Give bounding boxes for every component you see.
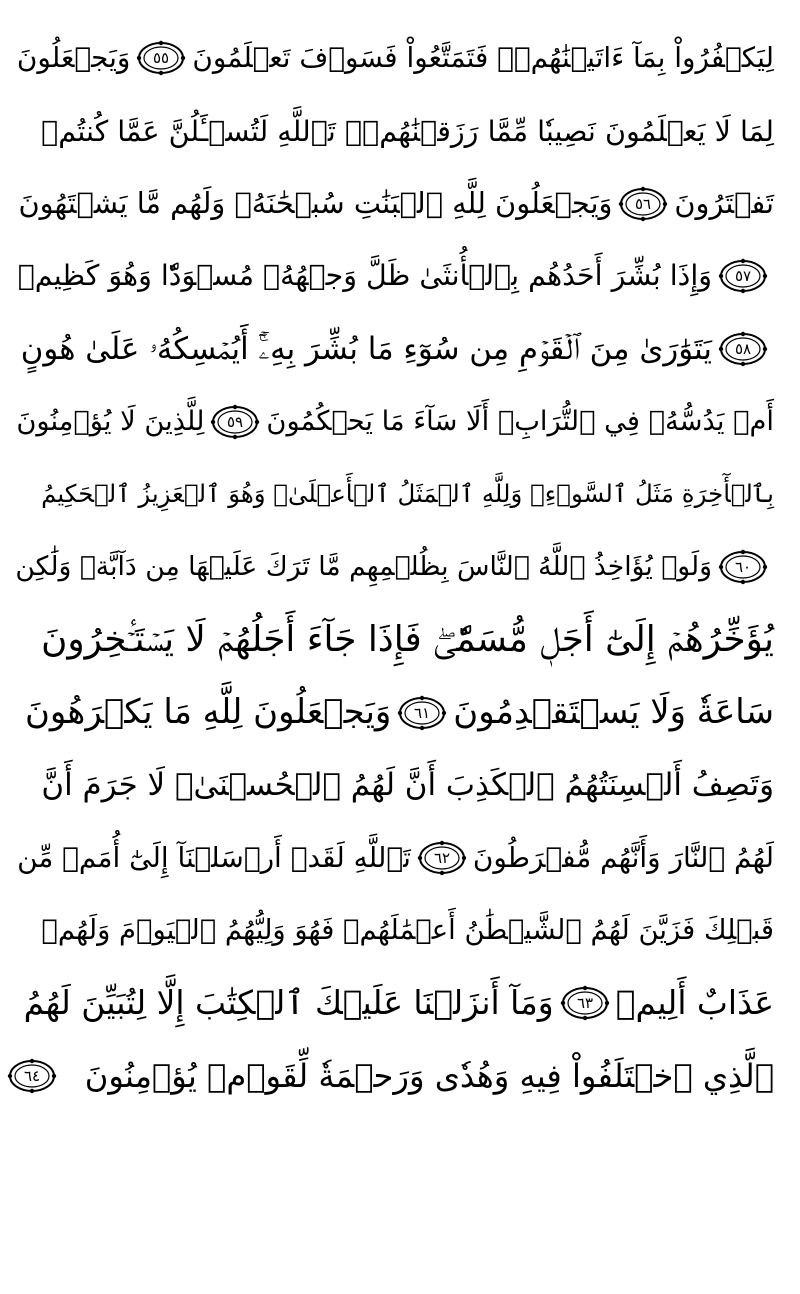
text-line bbox=[17, 822, 774, 895]
text-line bbox=[15, 531, 774, 604]
verse-text: لِيَكۡفُرُواْ بِمَآ ءَاتَيۡنَٰهُمۡۚ فَتَمَتَّعُواْ فَسَوۡفَ تَعۡلَمُونَ bbox=[192, 41, 774, 75]
verse-text: لَهُمُ ٱلنَّارَ وَأَنَّهُم مُّفۡرَطُونَ bbox=[472, 840, 774, 874]
ayah-number: ٥٦ bbox=[635, 194, 652, 213]
verse-text: تَفۡتَرُونَ bbox=[674, 186, 774, 221]
verse-text: وَيَجۡعَلُونَ لِلَّهِ ٱلۡبَنَٰتِ سُبۡحَٰنَهُۥ وَلَهُم مَّا يَشۡتَهُونَ bbox=[18, 186, 613, 221]
verse-text: بِٱلۡأٓخِرَةِ مَثَلُ ٱلسَّوۡءِۖ وَلِلَّهِ ٱلۡمَثَلُ ٱلۡأَعۡلَىٰۚ وَهُوَ ٱلۡعَزِيزُ ٱلۡحَكِيمُ bbox=[41, 479, 774, 509]
verse-text: أَمۡ يَدُسُّهُۥ فِي ٱلتُّرَابِۗ أَلَا سَآءَ مَا يَحۡكُمُونَ bbox=[266, 406, 774, 438]
ayah-number: ٥٨ bbox=[734, 340, 752, 359]
ayah-number: ٦٠ bbox=[734, 558, 752, 577]
text-line bbox=[18, 167, 774, 240]
ayah-end-marker bbox=[718, 331, 768, 367]
text-line bbox=[16, 22, 774, 95]
ayah-ornament-icon bbox=[718, 331, 768, 367]
text-line bbox=[20, 313, 774, 386]
ayah-ornament-icon bbox=[618, 186, 668, 222]
verse-text: لِلَّذِينَ لَا يُؤۡمِنُونَ bbox=[16, 406, 205, 438]
ayah-end-marker bbox=[560, 985, 610, 1021]
verse-text: سَاعَةٗ وَلَا يَسۡتَقۡدِمُونَ bbox=[453, 692, 774, 732]
text-line bbox=[16, 385, 774, 458]
text-line bbox=[17, 240, 774, 313]
text-line bbox=[26, 894, 774, 967]
verse-text: قَبۡلِكَ فَزَيَّنَ لَهُمُ ٱلشَّيۡطَٰنُ أَعۡمَٰلَهُمۡ فَهُوَ وَلِيُّهُمُ ٱلۡيَوۡمَ وَلَهُمۡ bbox=[41, 914, 774, 946]
ayah-number: ٦٤ bbox=[23, 1066, 40, 1085]
text-line bbox=[23, 967, 774, 1040]
verse-text: وَمَآ أَنزَلۡنَا عَلَيۡكَ ٱلۡكِتَٰبَ إِلَّا لِتُبَيِّنَ لَهُمُ bbox=[23, 982, 554, 1022]
text-line bbox=[26, 458, 774, 531]
text-line bbox=[26, 604, 774, 677]
text-line bbox=[23, 1040, 774, 1113]
verse-text: تَٱللَّهِ لَقَدۡ أَرۡسَلۡنَآ إِلَىٰٓ أُمَمٖ مِّن bbox=[17, 840, 411, 874]
ayah-number: ٦١ bbox=[414, 703, 431, 722]
text-line bbox=[26, 95, 774, 168]
ayah-ornament-icon bbox=[417, 840, 467, 876]
ayah-number: ٦٣ bbox=[576, 994, 593, 1013]
ayah-end-marker bbox=[718, 549, 768, 585]
ayah-ornament-icon bbox=[718, 549, 768, 585]
ayah-end-marker bbox=[417, 840, 467, 876]
verse-text: وَيَجۡعَلُونَ لِلَّهِ مَا يَكۡرَهُونَ bbox=[25, 692, 392, 732]
ayah-ornament-icon bbox=[718, 258, 768, 294]
text-line bbox=[26, 749, 774, 822]
verse-text: وَتَصِفُ أَلۡسِنَتُهُمُ ٱلۡكَذِبَ أَنَّ لَهُمُ ٱلۡحُسۡنَىٰۖ لَا جَرَمَ أَنَّ bbox=[41, 766, 774, 803]
verse-text: ٱلَّذِي ٱخۡتَلَفُواْ فِيهِ وَهُدٗى وَرَحۡمَةٗ لِّقَوۡمٖ يُؤۡمِنُونَ bbox=[84, 1056, 774, 1095]
ayah-end-marker bbox=[7, 1058, 57, 1094]
ayah-ornament-icon bbox=[7, 1058, 57, 1094]
verse-text: لِمَا لَا يَعۡلَمُونَ نَصِيبٗا مِّمَّا رَزَقۡنَٰهُمۡۗ تَٱللَّهِ لَتُسۡـَٔلُنَّ عَمَّا كُنتُمۡ bbox=[41, 113, 774, 148]
verse-text: وَإِذَا بُشِّرَ أَحَدُهُم بِٱلۡأُنثَىٰ ظَلَّ وَجۡهُهُۥ مُسۡوَدّٗا وَهُوَ كَظِيمٞ bbox=[17, 259, 712, 293]
ayah-number: ٥٧ bbox=[734, 267, 752, 286]
verse-text: عَذَابٌ أَلِيمٞ bbox=[615, 982, 774, 1022]
text-line bbox=[26, 676, 774, 749]
ayah-end-marker bbox=[397, 695, 447, 731]
ayah-number: ٥٥ bbox=[153, 49, 170, 68]
ayah-ornament-icon bbox=[136, 40, 186, 76]
ayah-end-marker bbox=[136, 40, 186, 76]
ayah-end-marker bbox=[718, 258, 768, 294]
verse-text: يَتَوَٰرَىٰ مِنَ ٱلۡقَوۡمِ مِن سُوٓءِ مَا بُشِّرَ بِهِۦٓۚ أَيُمۡسِكُهُۥ عَلَىٰ هُونٍ bbox=[20, 330, 712, 367]
verse-text: وَيَجۡعَلُونَ bbox=[16, 41, 131, 75]
ayah-number: ٦٢ bbox=[433, 848, 450, 867]
verse-text: وَلَوۡ يُؤَاخِذُ ٱللَّهُ ٱلنَّاسَ بِظُلۡمِهِم مَّا تَرَكَ عَلَيۡهَا مِن دَآبَّةٖ وَلَٰكِن bbox=[15, 550, 712, 582]
ayah-number: ٥٩ bbox=[227, 412, 244, 431]
ayah-ornament-icon bbox=[397, 695, 447, 731]
ayah-ornament-icon bbox=[560, 985, 610, 1021]
verse-text: يُؤَخِّرُهُمۡ إِلَىٰٓ أَجَلٖ مُّسَمّٗىۖ فَإِذَا جَآءَ أَجَلُهُمۡ لَا يَسۡتَـٔۡخِرُونَ bbox=[41, 618, 774, 660]
ayah-end-marker bbox=[618, 186, 668, 222]
ayah-end-marker bbox=[210, 404, 260, 440]
ayah-ornament-icon bbox=[210, 404, 260, 440]
